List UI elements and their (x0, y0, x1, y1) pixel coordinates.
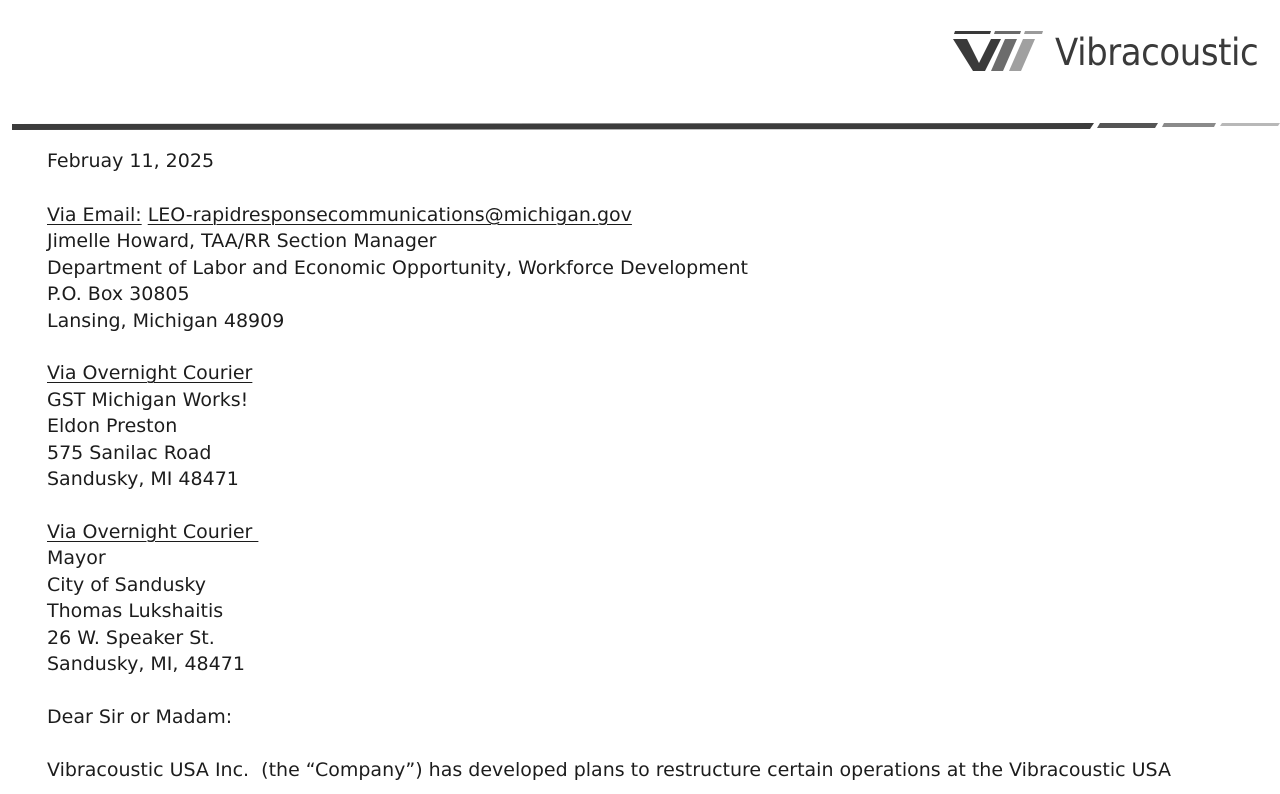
company-logo (951, 22, 1276, 78)
vibracoustic-mark-icon (951, 25, 1047, 75)
delivery-method-label: Via Overnight Courier (47, 520, 259, 543)
address-line: 26 W. Speaker St. (47, 626, 215, 649)
address-line: Sandusky, MI, 48471 (47, 653, 245, 675)
address-line: Thomas Lukshaitis (47, 600, 224, 622)
address-line: Department of Labor and Economic Opportunity, Workforce Development (47, 256, 748, 279)
delivery-line-courier (47, 519, 1247, 546)
salutation: Dear Sir or Madam: (47, 705, 233, 728)
recipient-email-link[interactable]: LEO-rapidresponsecommunications@michigan.gov (147, 203, 632, 226)
address-line: Sandusky, MI 48471 (47, 468, 239, 490)
delivery-method-label: Via Email: (47, 203, 142, 226)
address-line: Eldon Preston (47, 415, 178, 437)
recipient-block-2 (47, 360, 1247, 493)
letter-body (47, 148, 1247, 784)
address-line: Mayor (47, 547, 106, 569)
address-line: Lansing, Michigan 48909 (47, 309, 285, 332)
delivery-line-email (47, 202, 1247, 229)
address-line: P.O. Box 30805 (47, 283, 190, 305)
recipient-block-3 (47, 519, 1247, 678)
letter-date: Februay 11, 2025 (47, 150, 215, 172)
address-line: 575 Sanilac Road (47, 441, 212, 464)
address-line: City of Sandusky (47, 573, 206, 596)
address-line: Jimelle Howard, TAA/RR Section Manager (47, 230, 437, 252)
recipient-block-1 (47, 202, 1247, 335)
address-line: GST Michigan Works! (47, 388, 249, 411)
logo-wordmark: Vibracoustic (1055, 30, 1259, 74)
delivery-method-label: Via Overnight Courier (47, 362, 253, 384)
header-rule (12, 122, 1280, 132)
body-paragraph-line: Vibracoustic USA Inc. (the “Company”) has developed plans to restructure certain operations at the Vibracoustic USA (47, 759, 1171, 781)
delivery-line-courier (47, 360, 1247, 387)
